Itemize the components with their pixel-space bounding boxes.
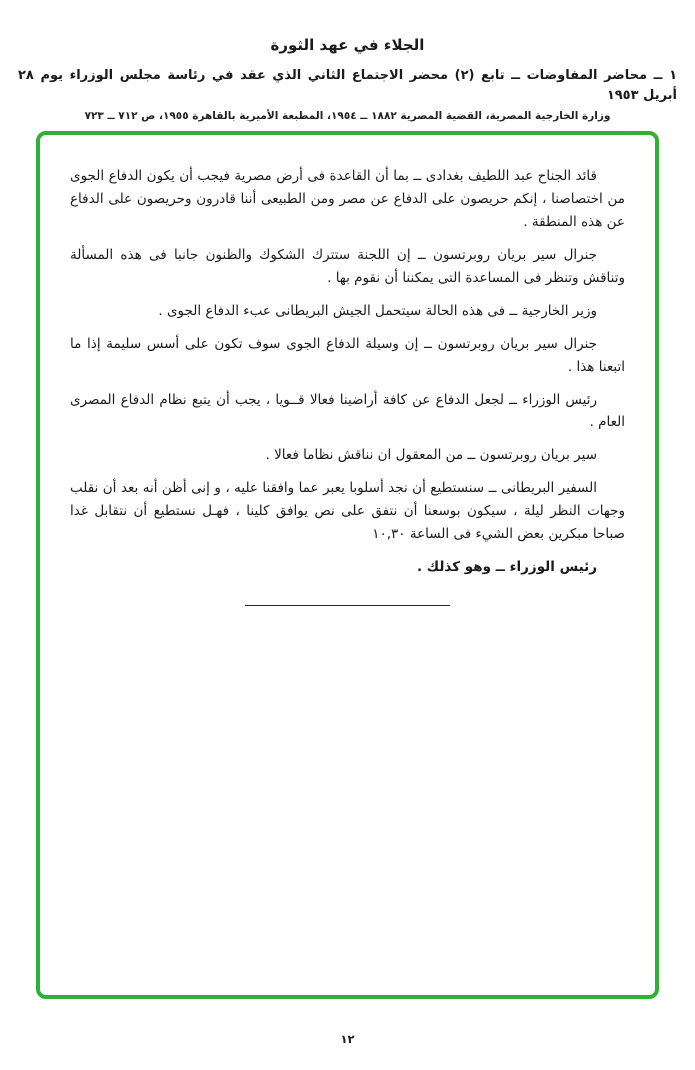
source-citation: وزارة الخارجية المصرية، القضية المصرية ١٨٨٢ ــ ١٩٥٤، المطبعة الأميرية بالقاهرة ١٩٥٥، ص ٧١٢ ــ ٧٢٣ (84, 110, 611, 122)
section-heading: ١ ــ محاضر المفاوضات ــ تابع (٢) محضر الاجتماع الثاني الذي عقد في رئاسة مجلس الوزراء يوم ٢٨ أبريل ١٩٥٣ (18, 68, 677, 103)
page-title: الجلاء في عهد الثورة (270, 36, 425, 54)
divider-line (245, 605, 450, 606)
paragraph-prime-minister-2: رئيس الوزراء ــ وهو كذلك . (416, 559, 597, 576)
paragraph-general-robertson-2: جنرال سير بريان روبرتسون ــ إن وسيلة الدفاع الجوى سوف تكون على أسس سليمة إذا ما اتبعنا هذا . (70, 335, 625, 375)
paragraph-general-robertson-1: جنرال سير بريان روبرتسون ــ إن اللجنة ستترك الشكوك والظنون جانبا فى هذه المسألة وتناقش وتنظر فى المساعدة التى يمكننا أن نقوم بها . (70, 246, 625, 286)
paragraph-wing-commander: قائد الجناح عبد اللطيف بغدادى ــ بما أن القاعدة فى أرض مصرية فيجب أن يكون الدفاع الجوى من اختصاصنا ، إنكم حريصون على الدفاع عن مصر ومن الطبيعى أننا قادرون وحريصون على الدفاع عن هذه المنطقة . (70, 168, 625, 230)
paragraph-prime-minister-1: رئيس الوزراء ــ لجعل الدفاع عن كافة أراضينا فعالا قــويا ، يجب أن يتبع نظام الدفاع المصرى العام . (70, 391, 625, 431)
content-frame (36, 131, 659, 999)
paragraph-british-ambassador: السفير البريطانى ــ سنستطيع أن نجد أسلوبا يعبر عما وافقنا عليه ، و إنى أظن أنه بعد أن نقلب وجهات النظر ليلة ، سيكون بوسعنا أن نتفق على نص يوافق كلينا ، فهـل نستطيع أن نتقابل غدا صباحا مبكرين بعض الشيء فى الساعة ١٠,٣٠ (70, 480, 625, 543)
paragraph-robertson-3: سير بريان روبرتسون ــ من المعقول ان نناقش نظاما فعالا . (265, 447, 597, 464)
page-number: ١٢ (340, 1032, 355, 1046)
dialogue-transcript (70, 165, 625, 579)
paragraph-foreign-minister: وزير الخارجية ــ فى هذه الحالة سيتحمل الجيش البريطانى عبء الدفاع الجوى . (158, 302, 597, 319)
